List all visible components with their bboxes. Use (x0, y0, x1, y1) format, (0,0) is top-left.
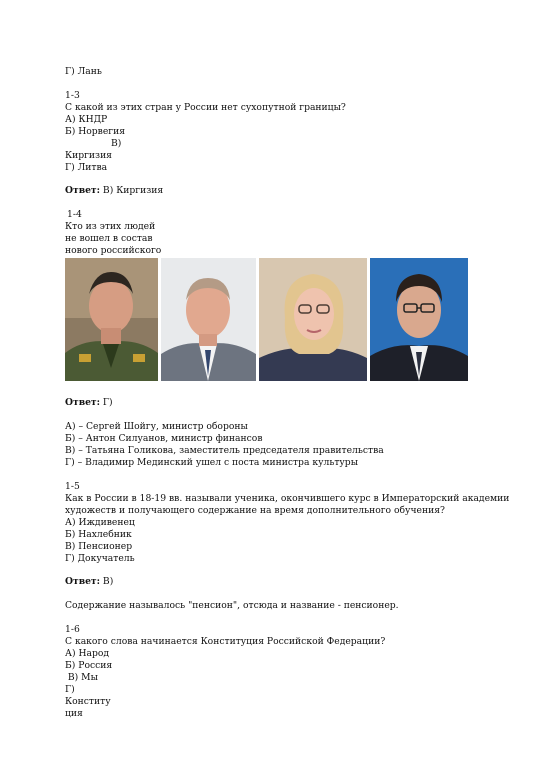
q3-option-c-text: Киргизия (65, 150, 112, 161)
q3-answer-text: В) Киргизия (100, 185, 164, 196)
q6-option-c: В) Мы (65, 672, 98, 683)
q6-option-d-text1: Конститу (65, 696, 111, 707)
photo-c-woman-portrait (259, 258, 367, 381)
q6-option-b: Б) Россия (65, 660, 113, 671)
photo-a-military-portrait (65, 258, 158, 381)
q5-option-c: В) Пенсионер (65, 541, 133, 552)
q3-option-b: Б) Норвегия (65, 126, 126, 137)
q3-option-d: Г) Литва (65, 162, 108, 173)
q5-answer (65, 576, 113, 588)
q4-question-line1: Кто из этих людей (65, 221, 156, 232)
q3-option-a: А) КНДР (65, 114, 108, 125)
q4-answer (65, 397, 113, 409)
q3-answer (65, 185, 163, 197)
q4-answer-label: Ответ: (65, 397, 101, 408)
q6-option-d-text2: ция (65, 708, 83, 719)
q3-number: 1-3 (65, 90, 80, 101)
q3-option-c-letter: В) (111, 138, 122, 149)
q5-question-line1: Как в России в 18-19 вв. называли ученика, окончившего курс в Императорский академии (65, 493, 510, 504)
q5-note: Содержание называлось "пенсион", отсюда и название - пенсионер. (65, 600, 399, 611)
q5-answer-text: В) (100, 576, 114, 587)
q3-question: С какой из этих стран у России нет сухопутной границы? (65, 102, 346, 113)
q6-question: С какого слова начинается Конституция Российской Федерации? (65, 636, 386, 647)
q2-option-d: Г) Лань (65, 66, 102, 77)
q6-option-a: А) Народ (65, 648, 110, 659)
q6-option-d-letter: Г) (65, 684, 75, 695)
q4-explanation-d: Г) – Владимир Мединский ушел с поста министра культуры (65, 457, 359, 468)
q4-number: 1-4 (67, 209, 82, 220)
q3-answer-label: Ответ: (65, 185, 101, 196)
q5-option-d: Г) Докучатель (65, 553, 135, 564)
photo-d-glasses-portrait (370, 258, 468, 381)
q4-question-line2: не вошел в состав (65, 233, 153, 244)
q5-number: 1-5 (65, 481, 80, 492)
q6-number: 1-6 (65, 624, 80, 635)
q4-answer-text: Г) (100, 397, 113, 408)
q5-option-b: Б) Нахлебник (65, 529, 132, 540)
photo-b-suit-portrait (161, 258, 256, 381)
q5-option-a: А) Иждивенец (65, 517, 135, 528)
q4-explanation-a: А) – Сергей Шойгу, министр обороны (65, 421, 248, 432)
q5-question-line2: художеств и получающего содержание на время дополнительного обучения? (65, 505, 445, 516)
q4-explanation-c: В) – Татьяна Голикова, заместитель председателя правительства (65, 445, 384, 456)
q4-question-line3: нового российского (65, 245, 162, 256)
q5-answer-label: Ответ: (65, 576, 101, 587)
q4-explanation-b: Б) – Антон Силуанов, министр финансов (65, 433, 263, 444)
